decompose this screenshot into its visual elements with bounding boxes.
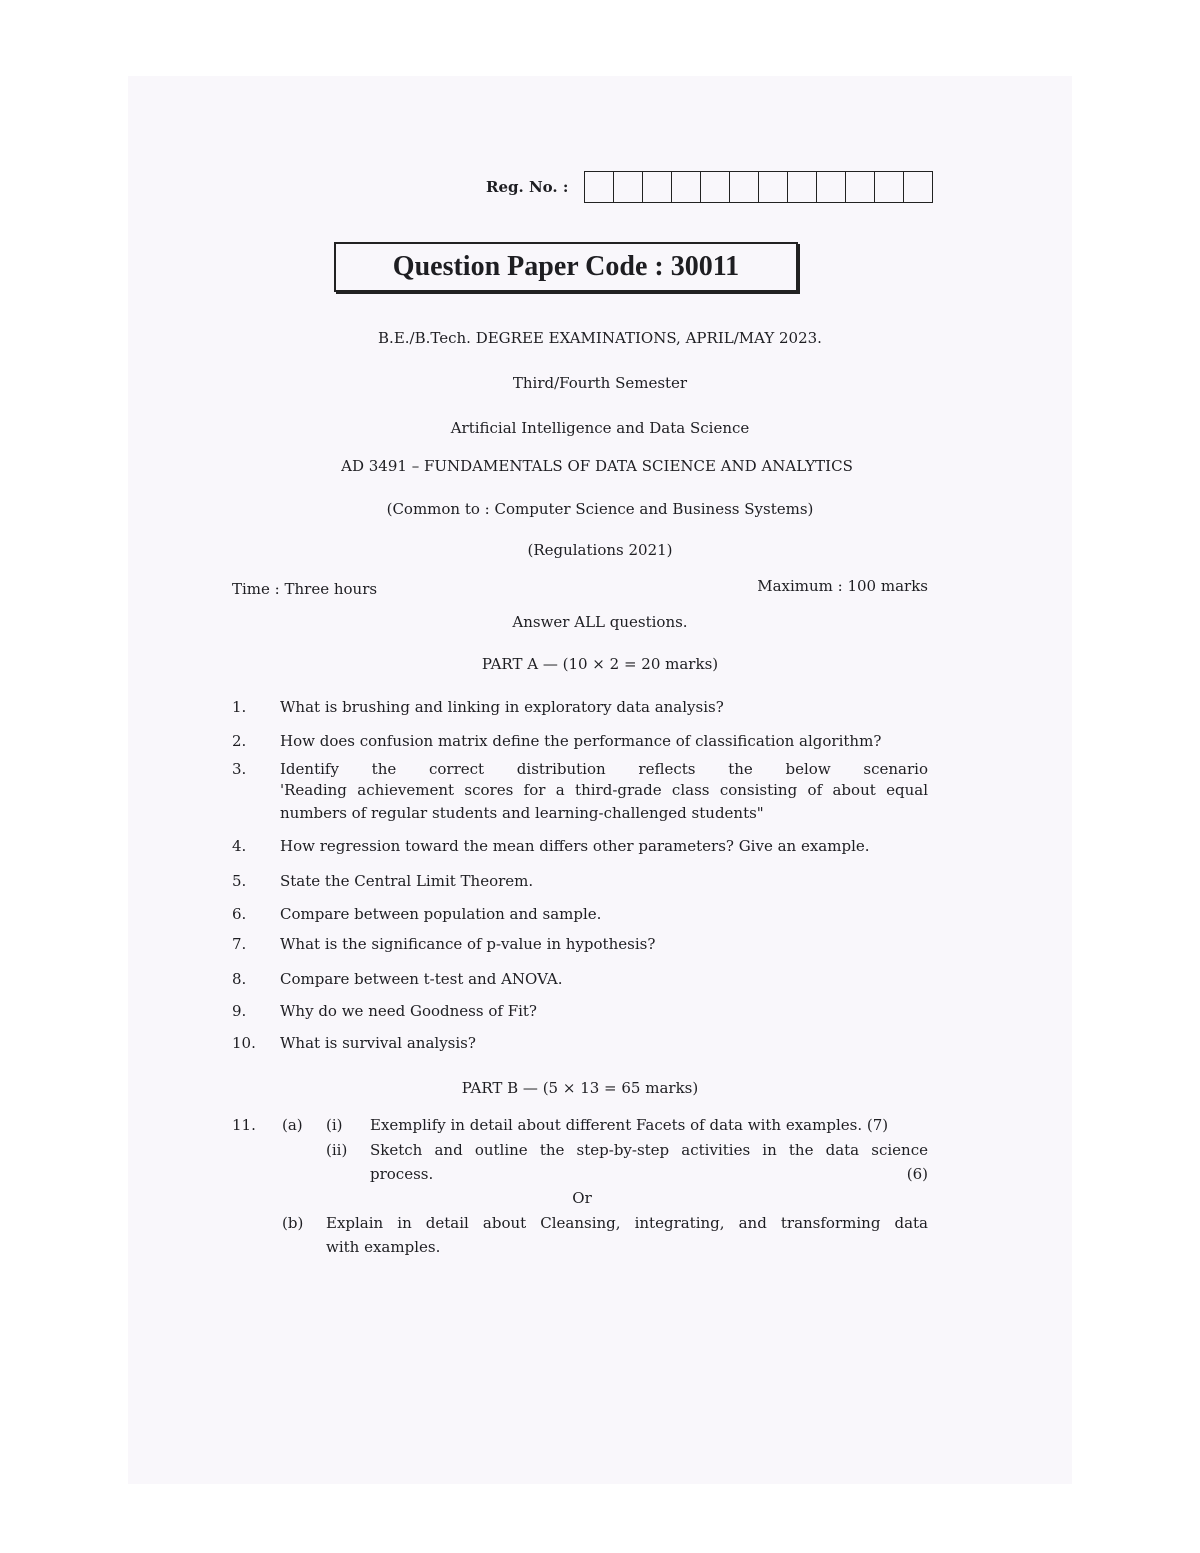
subpart-label: (b) xyxy=(282,1214,304,1232)
question-text: Compare between t-test and ANOVA. xyxy=(280,970,563,988)
course-title: AD 3491 – FUNDAMENTALS OF DATA SCIENCE AND ANALYTICS xyxy=(341,457,853,475)
question-number: 8. xyxy=(232,970,247,988)
question-text: What is brushing and linking in exploratory data analysis? xyxy=(280,698,724,716)
question-text: What is the significance of p-value in hypothesis? xyxy=(280,935,656,953)
exam-title: B.E./B.Tech. DEGREE EXAMINATIONS, APRIL/MAY 2023. xyxy=(378,329,822,347)
question-number: 10. xyxy=(232,1034,256,1052)
maximum-marks: Maximum : 100 marks xyxy=(757,577,928,595)
marks: (6) xyxy=(906,1165,928,1183)
question-number: 2. xyxy=(232,732,247,750)
question-text: with examples. xyxy=(326,1238,441,1256)
question-text: State the Central Limit Theorem. xyxy=(280,872,534,890)
question-number: 9. xyxy=(232,1002,247,1020)
question-number: 3. xyxy=(232,760,247,778)
part-a-title: PART A — (10 × 2 = 20 marks) xyxy=(481,655,719,673)
question-text: Exemplify in detail about different Facets of data with examples. (7) xyxy=(370,1116,889,1134)
question-text: 'Reading achievement scores for a third-grade class consisting of about equal xyxy=(280,781,928,799)
question-number: 7. xyxy=(232,935,247,953)
or-separator: Or xyxy=(572,1189,592,1207)
subpart-label: (i) xyxy=(326,1116,343,1134)
question-text: Compare between population and sample. xyxy=(280,905,602,923)
question-paper-code: Question Paper Code : 30011 xyxy=(334,242,798,292)
question-text: Explain in detail about Cleansing, integrating, and transforming data xyxy=(326,1214,928,1232)
part-b-title: PART B — (5 × 13 = 65 marks) xyxy=(461,1079,699,1097)
question-number: 11. xyxy=(232,1116,256,1134)
common-to: (Common to : Computer Science and Business Systems) xyxy=(386,500,814,518)
semester: Third/Fourth Semester xyxy=(512,374,688,392)
question-text: How does confusion matrix define the performance of classification algorithm? xyxy=(280,732,882,750)
question-text: Identify the correct distribution reflects the below scenario xyxy=(280,760,928,778)
question-number: 4. xyxy=(232,837,247,855)
question-text: numbers of regular students and learning-challenged students" xyxy=(280,804,764,822)
question-text: Why do we need Goodness of Fit? xyxy=(280,1002,537,1020)
department: Artificial Intelligence and Data Science xyxy=(450,419,750,437)
subpart-label: (a) xyxy=(282,1116,303,1134)
question-number: 6. xyxy=(232,905,247,923)
reg-no-label: Reg. No. : xyxy=(486,178,569,196)
time: Time : Three hours xyxy=(232,580,378,598)
reg-no-boxes xyxy=(584,171,933,203)
question-number: 5. xyxy=(232,872,247,890)
question-number: 1. xyxy=(232,698,247,716)
regulations: (Regulations 2021) xyxy=(527,541,673,559)
question-text: process. xyxy=(370,1165,434,1183)
question-text: How regression toward the mean differs other parameters? Give an example. xyxy=(280,837,870,855)
question-text: Sketch and outline the step-by-step activities in the data science xyxy=(370,1141,928,1159)
subpart-label: (ii) xyxy=(326,1141,348,1159)
question-text: What is survival analysis? xyxy=(280,1034,476,1052)
instruction: Answer ALL questions. xyxy=(512,613,688,631)
